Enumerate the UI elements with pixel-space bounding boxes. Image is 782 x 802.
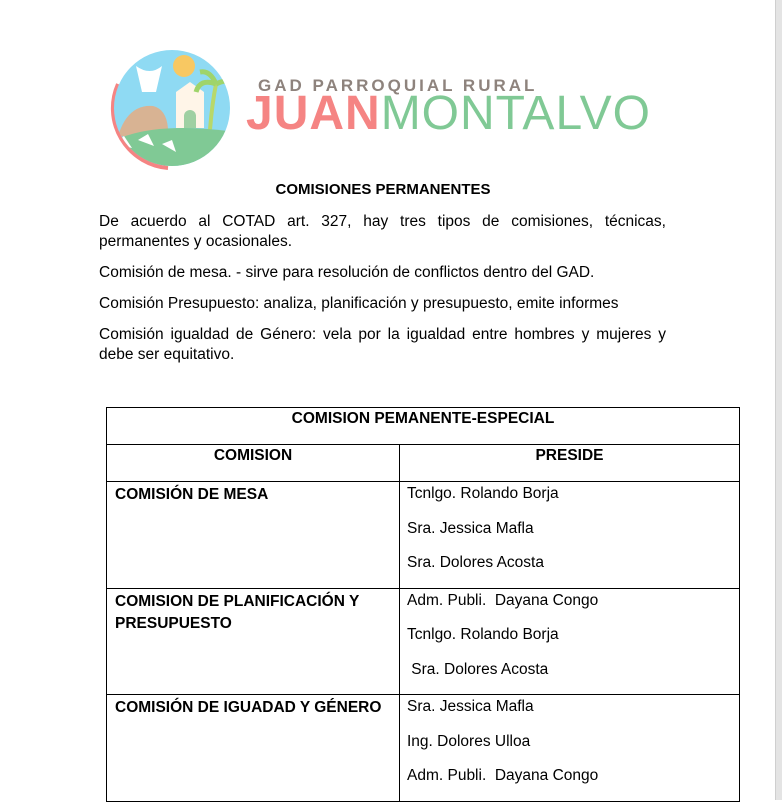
comisiones-table: [106, 407, 740, 802]
preside-member: Tcnlgo. Rolando Borja: [407, 626, 559, 643]
paragraph-cotad: De acuerdo al COTAD art. 327, hay tres tipos de comisiones, técnicas, permanentes y ocasionales.: [99, 213, 666, 250]
preside-list: [400, 588, 740, 695]
preside-member: Sra. Jessica Mafla: [407, 698, 534, 715]
preside-member: Sra. Jessica Mafla: [407, 519, 534, 537]
paragraph-comision-genero: Comisión igualdad de Género: vela por la igualdad entre hombres y mujeres y debe ser equitativo.: [99, 326, 666, 363]
logo-name: [246, 87, 651, 140]
table-title: COMISION PEMANENTE-ESPECIAL: [107, 408, 740, 445]
preside-member: Ing. Dolores Ulloa: [407, 732, 531, 750]
preside-list: [400, 695, 740, 802]
gad-logo: [108, 44, 653, 172]
table-row: [107, 482, 740, 589]
paragraph-comision-mesa: Comisión de mesa. - sirve para resolución de conflictos dentro del GAD.: [99, 264, 595, 281]
preside-member: Sra. Dolores Acosta: [407, 554, 544, 571]
logo-subtitle: GAD PARROQUIAL RURAL: [258, 76, 538, 95]
paragraph-comision-presupuesto: Comisión Presupuesto: analiza, planificación y presupuesto, emite informes: [99, 295, 619, 312]
header-preside: PRESIDE: [400, 445, 740, 482]
comision-name: COMISION DE PLANIFICACIÓN Y PRESUPUESTO: [107, 588, 400, 695]
comision-name: COMISIÓN DE IGUADAD Y GÉNERO: [107, 695, 400, 802]
table-row: [107, 695, 740, 802]
preside-member: Adm. Publi. Dayana Congo: [407, 591, 599, 609]
header-comision: COMISION: [107, 445, 400, 482]
comision-name: COMISIÓN DE MESA: [107, 482, 400, 589]
logo-name-montalvo: MONTALVO: [380, 87, 651, 140]
preside-member: Adm. Publi. Dayana Congo: [407, 767, 599, 784]
preside-member: Tcnlgo. Rolando Borja: [407, 485, 559, 502]
preside-member: Sra. Dolores Acosta: [407, 660, 549, 678]
page-edge-scrollbar: [775, 0, 782, 800]
emblem-icon: [108, 44, 236, 172]
document-title: COMISIONES PERMANENTES: [275, 181, 491, 198]
preside-list: [400, 482, 740, 589]
table-row: [107, 588, 740, 695]
logo-name-juan: JUAN: [246, 87, 381, 140]
